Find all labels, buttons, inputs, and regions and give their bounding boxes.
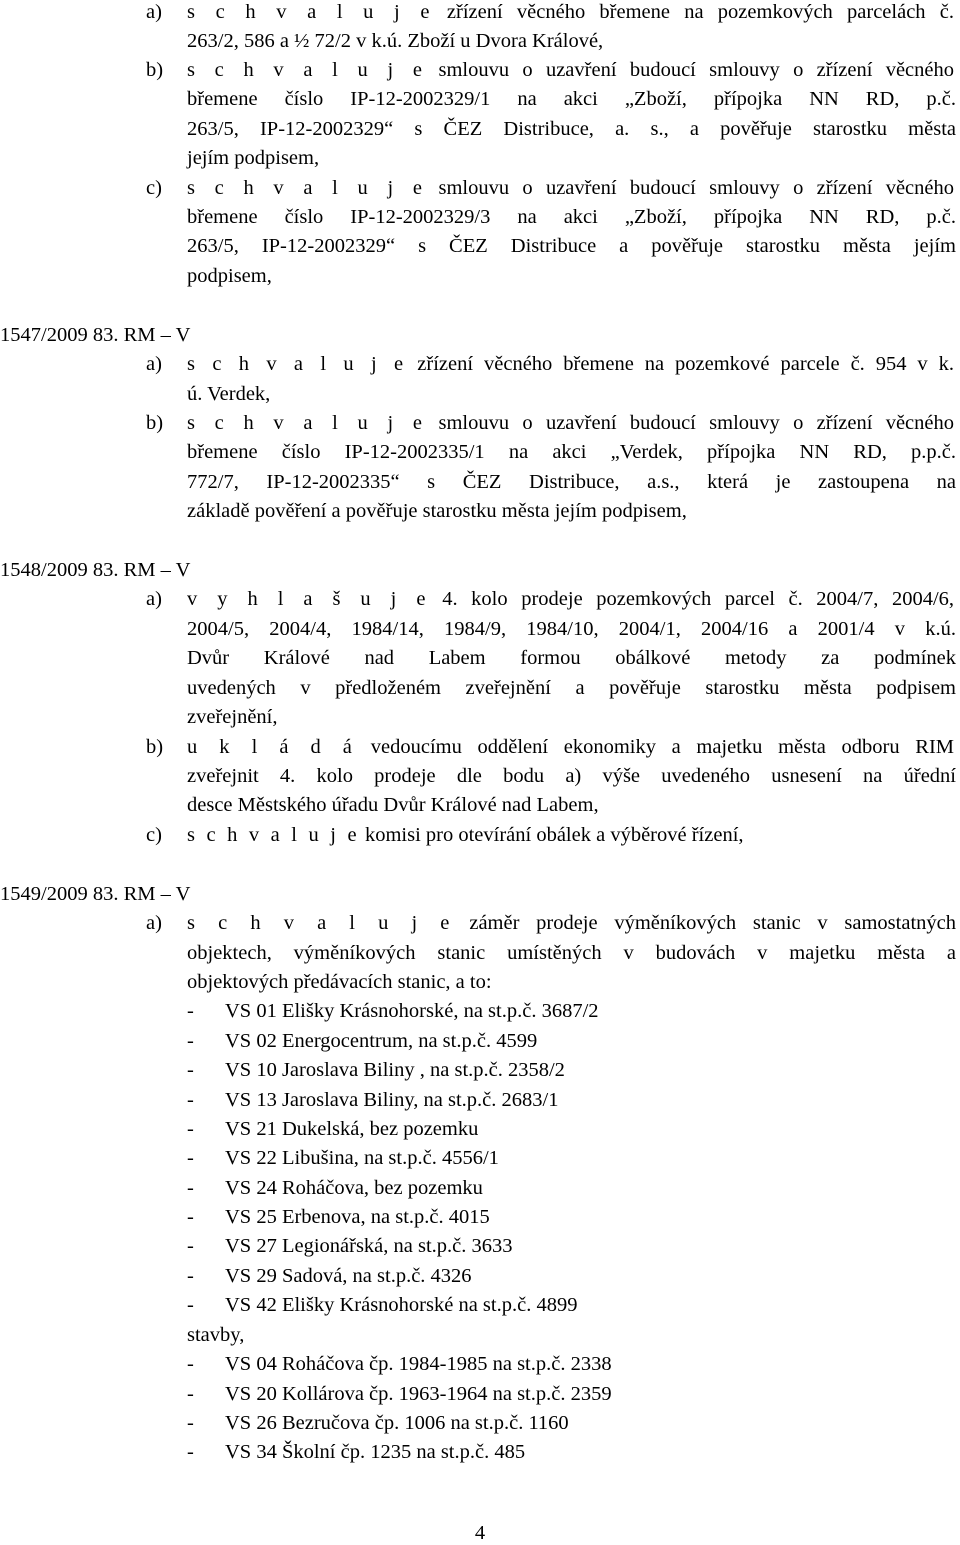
- top-a-line1: a) s c h v a l u j e zřízení věcného břemene na pozemkových parcelách č.: [146, 1, 954, 23]
- res1547-b-line1: b) s c h v a l u j e smlouvu o uzavření budoucí smlouvy o zřízení věcného: [146, 412, 954, 434]
- list-item: - VS 24 Roháčova, bez pozemku: [187, 1177, 483, 1199]
- resolution-heading-1547: 1547/2009 83. RM – V: [0, 324, 191, 346]
- top-c-line4: podpisem,: [187, 265, 272, 287]
- list-item: - VS 29 Sadová, na st.p.č. 4326: [187, 1265, 472, 1287]
- list-item: - VS 21 Dukelská, bez pozemku: [187, 1118, 479, 1140]
- res1548-b-line2: zveřejnit 4. kolo prodeje dle bodu a) výše uvedeného usnesení na úřední: [187, 765, 956, 787]
- verb: s c h v a l u j e: [187, 59, 426, 81]
- list-item: - VS 42 Elišky Krásnohorské na st.p.č. 4899: [187, 1294, 578, 1316]
- list-item: - VS 22 Libušina, na st.p.č. 4556/1: [187, 1147, 499, 1169]
- item-label: a): [146, 353, 162, 375]
- verb: s c h v a l u j e: [187, 177, 426, 199]
- res1549-a-line2: objektech, výměníkových stanic umístěných v budovách v majetku města a: [187, 942, 956, 964]
- res1548-c-line1: c) s c h v a l u j e komisi pro otevírání obálek a výběrové řízení,: [146, 824, 744, 846]
- item-label: a): [146, 588, 162, 610]
- res1548-a-line2: 2004/5, 2004/4, 1984/14, 1984/9, 1984/10, 2004/1, 2004/16 a 2001/4 v k.ú.: [187, 618, 956, 640]
- top-b-line2: břemene číslo IP-12-2002329/1 na akci „Zboží, přípojka NN RD, p.č.: [187, 88, 956, 110]
- top-a-line2: 263/2, 586 a ½ 72/2 v k.ú. Zboží u Dvora Králové,: [187, 30, 604, 52]
- res1549-a-line3: objektových předávacích stanic, a to:: [187, 971, 492, 993]
- top-b-line3: 263/5, IP-12-2002329“ s ČEZ Distribuce, a. s., a pověřuje starostku města: [187, 118, 956, 140]
- res1548-b-line1: b) u k l á d á vedoucímu oddělení ekonomiky a majetku města odboru RIM: [146, 736, 954, 758]
- res1548-a-line5: zveřejnění,: [187, 706, 278, 728]
- item-label: c): [146, 177, 162, 199]
- res1547-a-line2: ú. Verdek,: [187, 383, 271, 405]
- list-item: - VS 04 Roháčova čp. 1984-1985 na st.p.č. 2338: [187, 1353, 612, 1375]
- item-label: b): [146, 59, 164, 81]
- list-item: - VS 10 Jaroslava Biliny , na st.p.č. 2358/2: [187, 1059, 565, 1081]
- verb: v y h l a š u j e: [187, 588, 429, 610]
- top-b-line1: b) s c h v a l u j e smlouvu o uzavření budoucí smlouvy o zřízení věcného: [146, 59, 954, 81]
- verb: s c h v a l u j e: [187, 353, 407, 375]
- item-label: a): [146, 912, 162, 934]
- list-item: - VS 13 Jaroslava Biliny, na st.p.č. 2683/1: [187, 1089, 559, 1111]
- res1548-a-line4: uvedených v předloženém zveřejnění a pověřuje starostku města podpisem: [187, 677, 956, 699]
- top-c-line3: 263/5, IP-12-2002329“ s ČEZ Distribuce a pověřuje starostku města jejím: [187, 235, 956, 257]
- verb: s c h v a l u j e: [187, 412, 426, 434]
- list-item: - VS 25 Erbenova, na st.p.č. 4015: [187, 1206, 490, 1228]
- list-item: - VS 27 Legionářská, na st.p.č. 3633: [187, 1235, 513, 1257]
- verb: u k l á d á: [187, 736, 356, 758]
- top-c-line1: c) s c h v a l u j e smlouvu o uzavření budoucí smlouvy o zřízení věcného: [146, 177, 954, 199]
- res1547-b-line4: základě pověření a pověřuje starostku města jejím podpisem,: [187, 500, 687, 522]
- top-b-line4: jejím podpisem,: [187, 147, 320, 169]
- item-label: b): [146, 736, 164, 758]
- list-item: - VS 26 Bezručova čp. 1006 na st.p.č. 1160: [187, 1412, 569, 1434]
- verb: s c h v a l u j e: [187, 824, 360, 846]
- page-number: 4: [474, 1522, 486, 1544]
- verb: s c h v a l u j e: [187, 1, 433, 23]
- list-item: - VS 34 Školní čp. 1235 na st.p.č. 485: [187, 1441, 526, 1463]
- res1547-a-line1: a) s c h v a l u j e zřízení věcného břemene na pozemkové parcele č. 954 v k.: [146, 353, 954, 375]
- res1547-b-line3: 772/7, IP-12-2002335“ s ČEZ Distribuce, a.s., která je zastoupena na: [187, 471, 956, 493]
- verb: s c h v a l u j e: [187, 912, 453, 934]
- res1549-a-line1: a) s c h v a l u j e záměr prodeje výměníkových stanic v samostatných: [146, 912, 956, 934]
- resolution-heading-1549: 1549/2009 83. RM – V: [0, 883, 191, 905]
- res1548-b-line3: desce Městského úřadu Dvůr Králové nad Labem,: [187, 794, 599, 816]
- item-label: a): [146, 1, 162, 23]
- res1548-a-line3: Dvůr Králové nad Labem formou obálkové metody za podmínek: [187, 647, 956, 669]
- res1548-a-line1: a) v y h l a š u j e 4. kolo prodeje pozemkových parcel č. 2004/7, 2004/6,: [146, 588, 955, 610]
- list-item: - VS 20 Kollárova čp. 1963-1964 na st.p.č. 2359: [187, 1383, 612, 1405]
- resolution-heading-1548: 1548/2009 83. RM – V: [0, 559, 191, 581]
- buildings-label: stavby,: [187, 1324, 245, 1346]
- top-c-line2: břemene číslo IP-12-2002329/3 na akci „Zboží, přípojka NN RD, p.č.: [187, 206, 956, 228]
- item-label: c): [146, 824, 162, 846]
- list-item: - VS 02 Energocentrum, na st.p.č. 4599: [187, 1030, 538, 1052]
- list-item: - VS 01 Elišky Krásnohorské, na st.p.č. 3687/2: [187, 1000, 599, 1022]
- res1547-b-line2: břemene číslo IP-12-2002335/1 na akci „Verdek, přípojka NN RD, p.p.č.: [187, 441, 956, 463]
- item-label: b): [146, 412, 164, 434]
